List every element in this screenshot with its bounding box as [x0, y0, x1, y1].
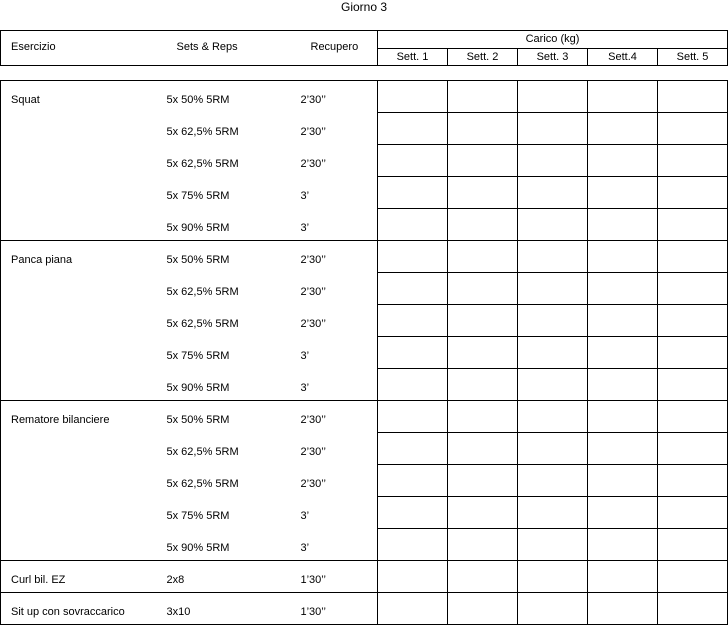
load-input-week-4[interactable] [588, 561, 658, 593]
sets-reps-cell: 3x10 [167, 593, 301, 625]
load-input-week-2[interactable] [448, 561, 518, 593]
sets-reps-cell: 5x 90% 5RM [167, 209, 301, 241]
load-input-week-3[interactable] [518, 593, 588, 625]
load-input-week-1[interactable] [378, 81, 448, 113]
load-input-week-1[interactable] [378, 561, 448, 593]
load-input-week-5[interactable] [658, 529, 728, 561]
load-input-week-3[interactable] [518, 113, 588, 145]
sets-reps-cell: 5x 75% 5RM [166, 349, 230, 362]
load-input-week-3[interactable] [518, 433, 588, 465]
rest-cell: 2’30’’ [301, 241, 378, 273]
load-input-week-2[interactable] [448, 241, 518, 273]
exercise-name: Sit up con sovraccarico [1, 593, 167, 625]
load-input-week-1[interactable] [378, 465, 448, 497]
exercise-name: Rematore bilanciere [1, 401, 167, 561]
load-input-week-4[interactable] [588, 209, 658, 241]
load-input-week-4[interactable] [588, 305, 658, 337]
load-input-week-5[interactable] [658, 497, 728, 529]
rest-cell: 2’30’’ [301, 401, 378, 433]
load-input-week-1[interactable] [378, 209, 448, 241]
load-input-week-3[interactable] [518, 177, 588, 209]
load-input-week-1[interactable] [378, 529, 448, 561]
load-input-week-1[interactable] [378, 177, 448, 209]
load-input-week-3[interactable] [518, 305, 588, 337]
sets-reps-cell: 5x 62,5% 5RM [166, 477, 239, 490]
load-input-week-3[interactable] [518, 337, 588, 369]
sets-reps-cell: 5x 62,5% 5RM [166, 157, 239, 170]
load-input-week-2[interactable] [448, 401, 518, 433]
rest-cell: 3’ [301, 497, 378, 529]
load-input-week-4[interactable] [588, 113, 658, 145]
rest-cell: 3’ [301, 529, 378, 561]
load-input-week-3[interactable] [518, 209, 588, 241]
load-input-week-4[interactable] [588, 337, 658, 369]
load-input-week-5[interactable] [658, 369, 728, 401]
load-input-week-3[interactable] [518, 561, 588, 593]
load-input-week-1[interactable] [378, 497, 448, 529]
load-input-week-2[interactable] [448, 145, 518, 177]
table-row [1, 593, 728, 625]
load-input-week-2[interactable] [448, 81, 518, 113]
load-input-week-4[interactable] [588, 369, 658, 401]
table-row [1, 401, 728, 433]
rest-cell: 2’30’’ [301, 433, 378, 465]
sets-reps-cell: 5x 50% 5RM [167, 81, 301, 113]
load-input-week-5[interactable] [658, 273, 728, 305]
load-input-week-5[interactable] [658, 561, 728, 593]
rest-cell: 1’30’’ [301, 561, 378, 593]
rest-cell: 2’30’’ [301, 145, 378, 177]
table-row [1, 561, 728, 593]
sets-reps-cell: 2x8 [167, 561, 301, 593]
header-week-3: Sett. 3 [518, 49, 588, 66]
header-table [0, 30, 728, 66]
load-input-week-3[interactable] [518, 401, 588, 433]
load-input-week-3[interactable] [518, 529, 588, 561]
load-input-week-5[interactable] [658, 209, 728, 241]
load-input-week-2[interactable] [448, 337, 518, 369]
load-input-week-2[interactable] [448, 177, 518, 209]
load-input-week-1[interactable] [378, 113, 448, 145]
rest-cell: 3’ [301, 177, 378, 209]
sets-reps-cell: 5x 62,5% 5RM [166, 445, 239, 458]
rest-cell: 3’ [301, 337, 378, 369]
load-input-week-5[interactable] [658, 145, 728, 177]
load-input-week-5[interactable] [658, 401, 728, 433]
rest-cell: 2’30’’ [301, 81, 378, 113]
load-input-week-3[interactable] [518, 81, 588, 113]
load-input-week-1[interactable] [378, 593, 448, 625]
load-input-week-1[interactable] [378, 337, 448, 369]
load-input-week-3[interactable] [518, 497, 588, 529]
load-input-week-5[interactable] [658, 593, 728, 625]
load-input-week-5[interactable] [658, 241, 728, 273]
load-input-week-4[interactable] [588, 433, 658, 465]
load-input-week-1[interactable] [378, 145, 448, 177]
load-input-week-1[interactable] [378, 433, 448, 465]
exercise-name: Panca piana [1, 241, 167, 401]
load-input-week-1[interactable] [378, 305, 448, 337]
load-input-week-4[interactable] [588, 401, 658, 433]
load-input-week-3[interactable] [518, 273, 588, 305]
load-input-week-5[interactable] [658, 81, 728, 113]
load-input-week-5[interactable] [658, 337, 728, 369]
load-input-week-5[interactable] [658, 177, 728, 209]
sets-reps-cell: 5x 90% 5RM [167, 529, 301, 561]
load-input-week-4[interactable] [588, 81, 658, 113]
sets-reps-cell: 5x 75% 5RM [166, 509, 230, 522]
load-input-week-3[interactable] [518, 145, 588, 177]
rest-cell: 3’ [301, 209, 378, 241]
sets-reps-cell: 5x 62,5% 5RM [166, 285, 239, 298]
load-input-week-5[interactable] [658, 305, 728, 337]
sets-reps-cell: 5x 75% 5RM [166, 189, 230, 202]
load-input-week-2[interactable] [448, 305, 518, 337]
load-input-week-1[interactable] [378, 369, 448, 401]
load-input-week-5[interactable] [658, 465, 728, 497]
load-input-week-2[interactable] [448, 209, 518, 241]
header-exercise: Esercizio [1, 31, 167, 66]
exercise-name: Squat [1, 81, 167, 241]
load-input-week-3[interactable] [518, 241, 588, 273]
load-input-week-2[interactable] [448, 465, 518, 497]
load-input-week-4[interactable] [588, 529, 658, 561]
sets-reps-cell: 5x 50% 5RM [167, 401, 301, 433]
load-input-week-4[interactable] [588, 273, 658, 305]
rest-cell: 1’30’’ [301, 593, 378, 625]
load-input-week-5[interactable] [658, 113, 728, 145]
load-input-week-2[interactable] [448, 529, 518, 561]
load-input-week-5[interactable] [658, 433, 728, 465]
header-week-1: Sett. 1 [378, 49, 448, 66]
load-input-week-1[interactable] [378, 401, 448, 433]
load-input-week-4[interactable] [588, 241, 658, 273]
page-title: Giorno 3 [340, 0, 388, 14]
load-input-week-1[interactable] [378, 273, 448, 305]
sets-reps-cell: 5x 62,5% 5RM [166, 125, 239, 138]
load-input-week-3[interactable] [518, 369, 588, 401]
load-input-week-4[interactable] [588, 497, 658, 529]
header-rest: Recupero [301, 31, 378, 66]
load-input-week-2[interactable] [448, 497, 518, 529]
table-row [1, 241, 728, 273]
workout-table [0, 80, 728, 625]
load-input-week-4[interactable] [588, 465, 658, 497]
exercise-name: Curl bil. EZ [1, 561, 167, 593]
load-input-week-4[interactable] [588, 145, 658, 177]
header-load: Carico (kg) [378, 31, 728, 49]
rest-cell: 2’30’’ [301, 305, 378, 337]
sets-reps-cell: 5x 90% 5RM [167, 369, 301, 401]
header-sets: Sets & Reps [167, 31, 301, 66]
table-row [1, 81, 728, 113]
sets-reps-cell: 5x 50% 5RM [167, 241, 301, 273]
load-input-week-2[interactable] [448, 273, 518, 305]
rest-cell: 3’ [301, 369, 378, 401]
load-input-week-2[interactable] [448, 433, 518, 465]
load-input-week-1[interactable] [378, 241, 448, 273]
load-input-week-2[interactable] [448, 369, 518, 401]
load-input-week-2[interactable] [448, 593, 518, 625]
rest-cell: 2’30’’ [301, 113, 378, 145]
header-week-4: Sett.4 [588, 49, 658, 66]
sets-reps-cell: 5x 62,5% 5RM [166, 317, 239, 330]
header-week-5: Sett. 5 [658, 49, 728, 66]
rest-cell: 2’30’’ [301, 273, 378, 305]
rest-cell: 2’30’’ [301, 465, 378, 497]
load-input-week-4[interactable] [588, 593, 658, 625]
load-input-week-4[interactable] [588, 177, 658, 209]
load-input-week-3[interactable] [518, 465, 588, 497]
header-week-2: Sett. 2 [448, 49, 518, 66]
load-input-week-2[interactable] [448, 113, 518, 145]
